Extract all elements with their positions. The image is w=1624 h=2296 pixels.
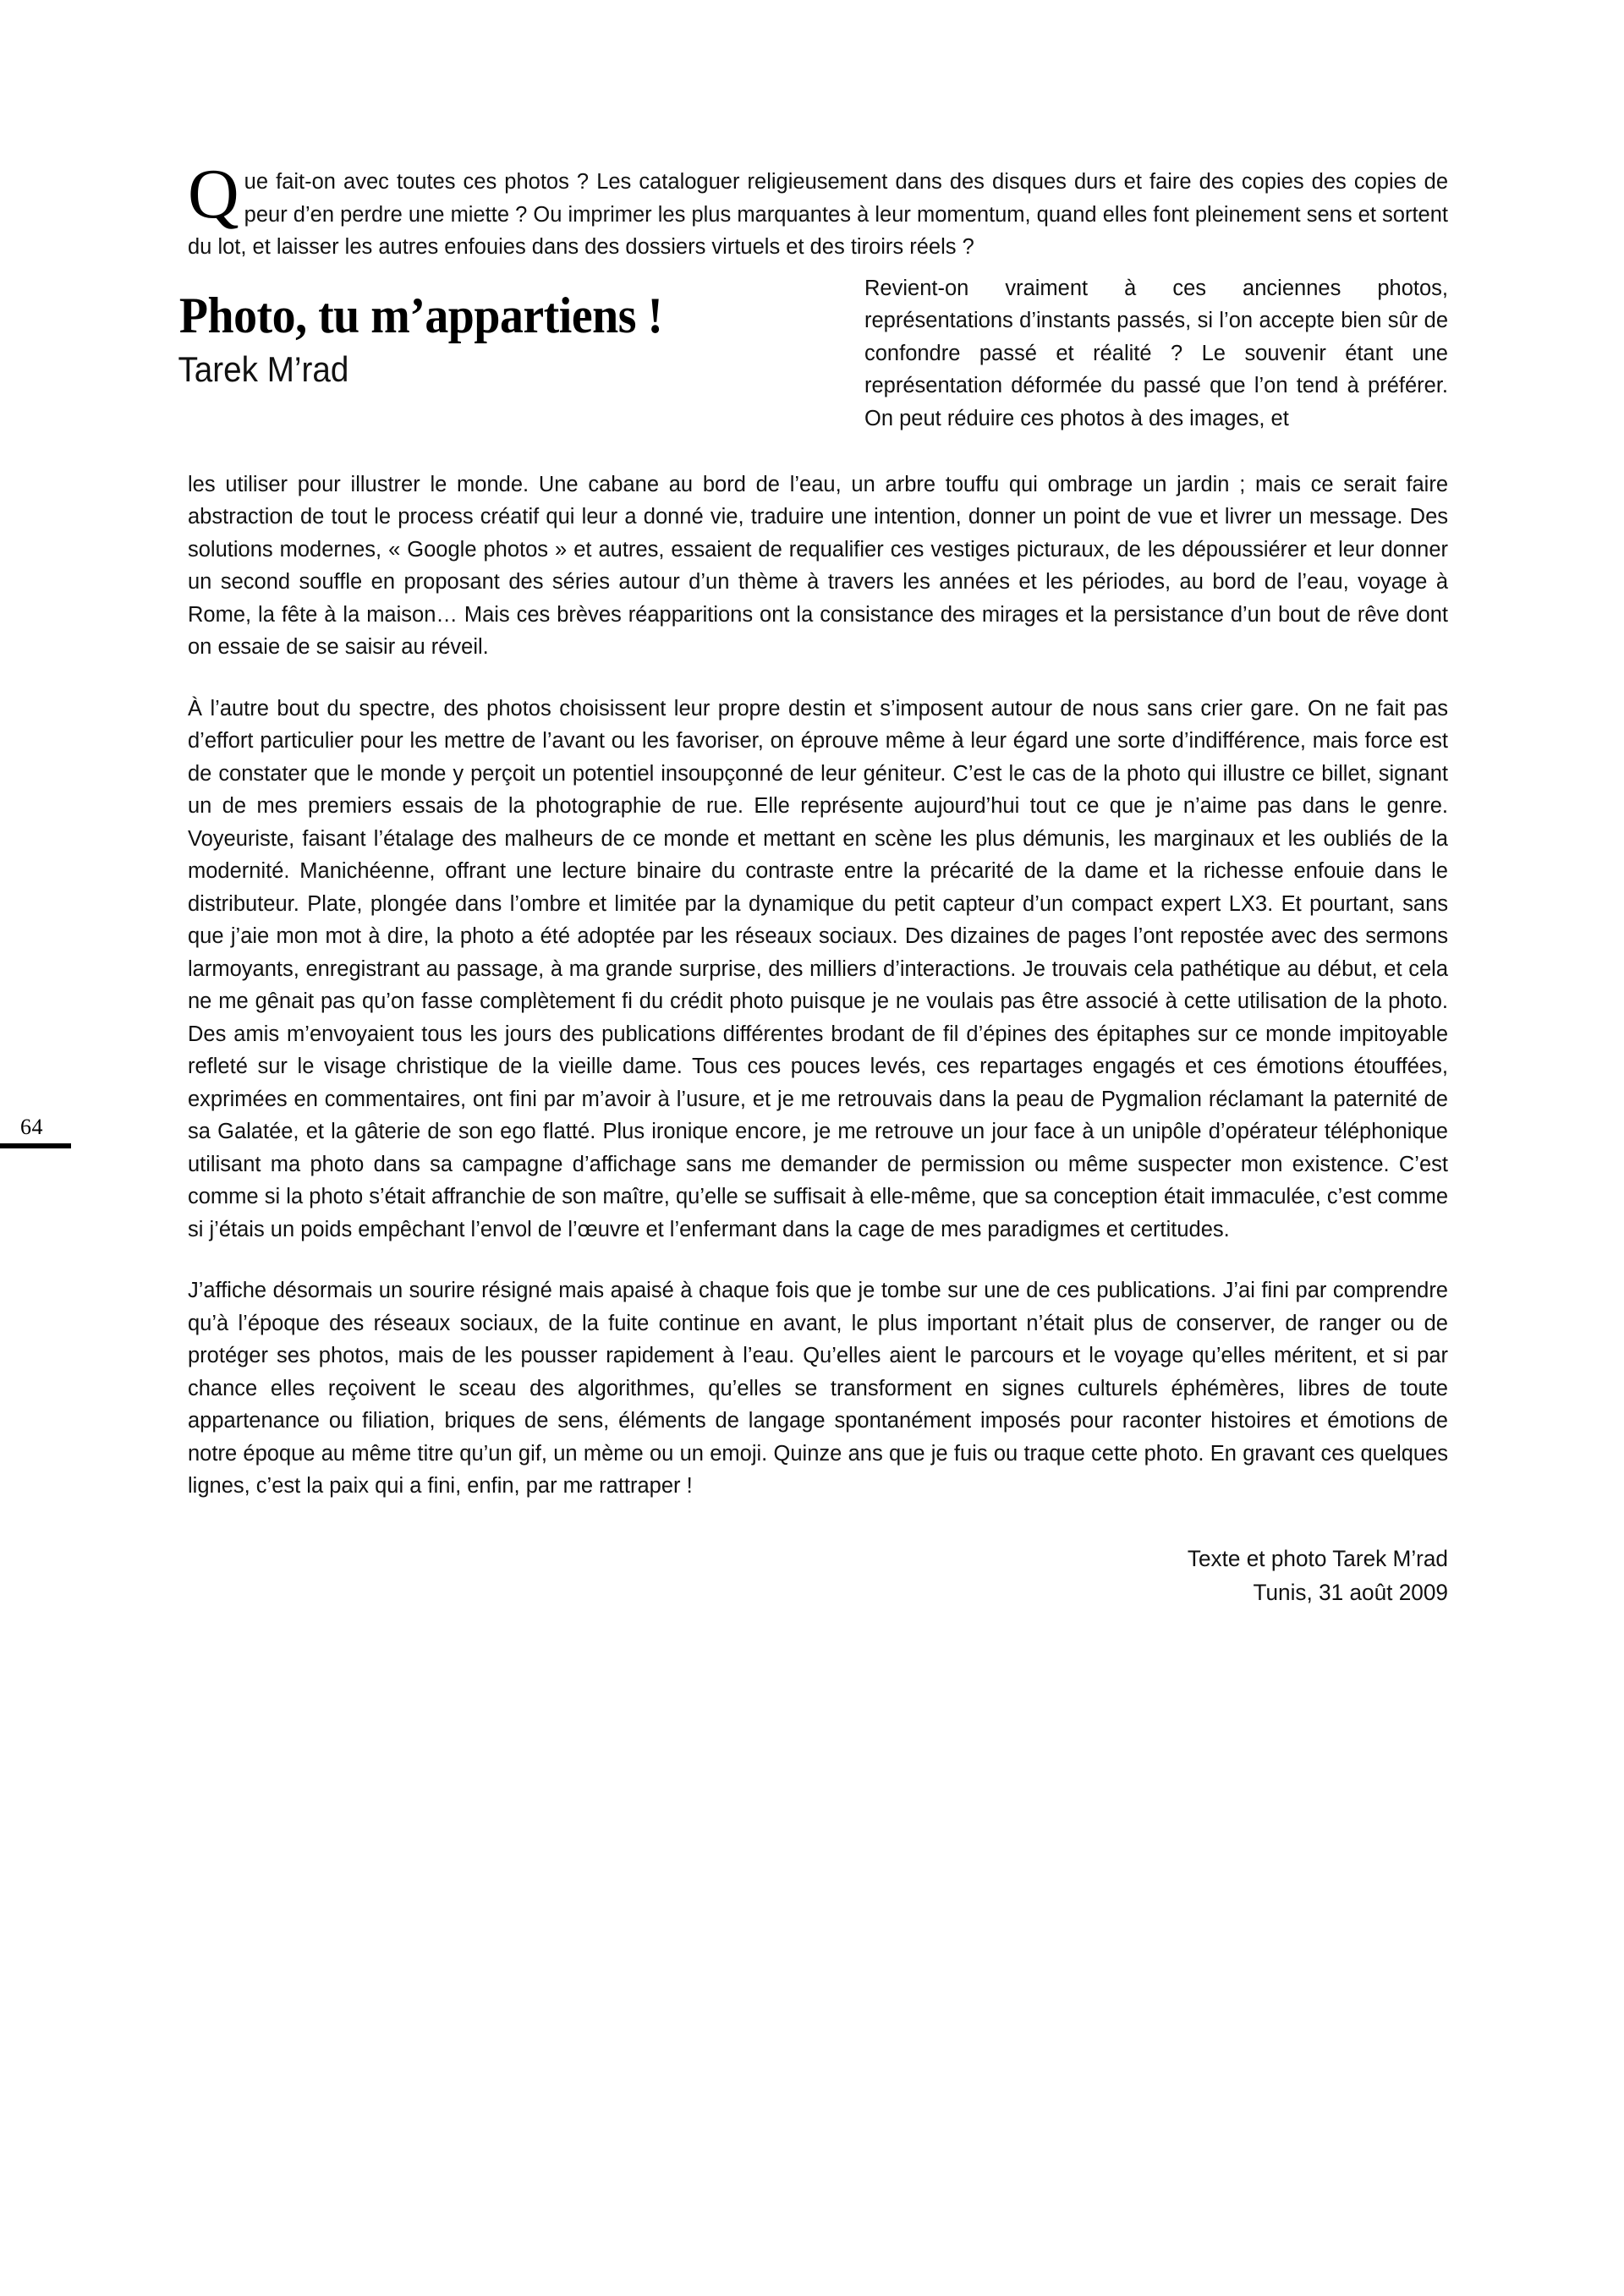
title-block xyxy=(178,272,849,391)
signoff-block xyxy=(188,1542,1448,1609)
page-number-block xyxy=(0,1116,73,1148)
intro-column-text: Revient-on vraiment à ces anciennes photos, représentations d’instants passés, si l’on accepte bien sûr de confondre passé et réalité ? Le souvenir étant une représentation déformée du passé que l’on tend à préférer. On peut réduire ces photos à des images, et xyxy=(864,276,1448,430)
dateline: Tunis, 31 août 2009 xyxy=(1253,1579,1448,1605)
article-byline: Tarek M’rad xyxy=(178,348,349,389)
page-number: 64 xyxy=(20,1115,43,1139)
headline-zone xyxy=(178,272,1448,469)
page-number-rule xyxy=(0,1143,71,1148)
lede-paragraph xyxy=(188,155,1448,264)
credit-line: Texte et photo Tarek M’rad xyxy=(1187,1545,1448,1571)
intro-column xyxy=(864,272,1448,436)
lede-text: ue fait-on avec toutes ces photos ? Les cataloguer religieusement dans des disques durs et faire des copies des copies de peur d’en perdre une miette ? Ou imprimer les plus marquantes à leur momentum, quand elles font pleinement sens et sortent du lot, et laisser les autres enfouies dans des dossiers virtuels et des tiroirs réels ? xyxy=(188,170,1448,259)
page-title: Photo, tu m’appartiens ! xyxy=(178,287,663,343)
article-body xyxy=(188,469,1448,1503)
paragraph-2: À l’autre bout du spectre, des photos choisissent leur propre destin et s’imposent autour de nous sans crier gare. On ne fait pas d’effort particulier pour les mettre de l’avant ou les favoriser, on éprouve même à leur égard une sorte d’indifférence, mais force est de constater que le monde y perçoit un potentiel insoupçonné de leur géniteur. C’est le cas de la photo qui illustre ce billet, signant un de mes premiers essais de la photographie de rue. Elle représente aujourd’hui tout ce que je n’aime pas dans le genre. Voyeuriste, faisant l’étalage des malheurs de ce monde et mettant en scène les plus démunis, les marginaux et les oubliés de la modernité. Manichéenne, offrant une lecture binaire du contraste entre la précarité de la dame et la richesse enfouie dans le distributeur. Plate, plongée dans l’ombre et limitée par la dynamique du petit capteur d’un compact expert LX3. Et pourtant, sans que j’aie mon mot à dire, la photo a été adoptée par les réseaux sociaux. Des dizaines de pages l’ont repostée avec des sermons larmoyants, enregistrant au passage, à ma grande surprise, des milliers d’interactions. Je trouvais cela pathétique au début, et cela ne me gênait pas qu’on fasse complètement fi du crédit photo puisque je ne voulais pas être associé à cette utilisation de la photo. Des amis m’envoyaient tous les jours des publications différentes brodant de fil d’épines des épitaphes sur ce monde impitoyable refleté sur le visage christique de la vieille dame. Tous ces pouces levés, ces repartages engagés et ces émotions étouffées, exprimées en commentaires, ont fini par m’avoir à l’usure, et je me retrouvais dans la peau de Pygmalion réclamant la paternité de sa Galatée, et la gâterie de son ego flatté. Plus ironique encore, je me retrouve un jour face à un unipôle d’opérateur téléphonique utilisant ma photo dans sa campagne d’affichage sans me demander de permission ou même suspecter mon existence. C’est comme si la photo s’était affranchie de son maître, qu’elle se suffisait à elle-même, que sa conception était immaculée, c’est comme si j’étais un poids empêchant l’envol de l’œuvre et l’enfermant dans la cage de mes paradigmes et certitudes. xyxy=(188,696,1448,1241)
paragraph-1: les utiliser pour illustrer le monde. Une cabane au bord de l’eau, un arbre touffu qui ombrage un jardin ; mais ce serait faire abstraction de tout le process créatif qui leur a donné vie, traduire une intention, donner un point de vue et livrer un message. Des solutions modernes, « Google photos » et autres, essaient de requalifier ces vestiges picturaux, de les dépoussiérer et leur donner un second souffle en proposant des séries autour d’un thème à travers les années et les périodes, au bord de l’eau, voyage à Rome, la fête à la maison… Mais ces brèves réapparitions ont la consistance des mirages et la persistance d’un bout de rêve dont on essaie de se saisir au réveil. xyxy=(188,472,1448,659)
drop-cap: Q xyxy=(188,155,239,233)
paragraph-3: J’affiche désormais un sourire résigné mais apaisé à chaque fois que je tombe sur une de ces publications. J’ai fini par comprendre qu’à l’époque des réseaux sociaux, de la fuite continue en avant, le plus important n’était plus de conserver, de ranger ou de protéger ses photos, mais de les pousser rapidement à l’eau. Qu’elles aient le parcours et le voyage qu’elles méritent, et si par chance elles reçoivent le sceau des algorithmes, qu’elles se transforment en signes culturels éphémères, libres de toute appartenance ou filiation, briques de sens, éléments de langage spontanément imposés pour raconter histoires et émotions de notre époque au même titre qu’un gif, un mème ou un emoji. Quinze ans que je fuis ou traque cette photo. En gravant ces quelques lignes, c’est la paix qui a fini, enfin, par me rattraper ! xyxy=(188,1279,1448,1498)
article-page xyxy=(178,155,1448,1609)
